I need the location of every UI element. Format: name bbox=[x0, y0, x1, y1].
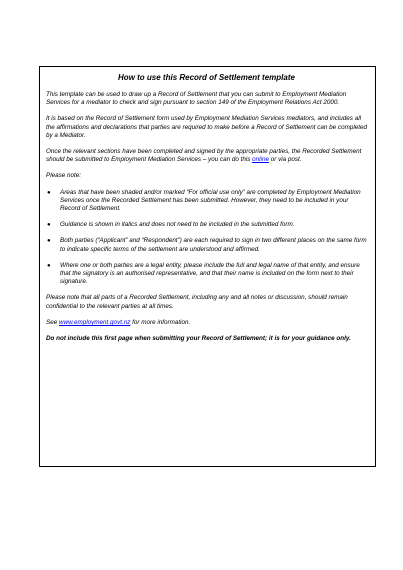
submission-suffix: or via post. bbox=[268, 156, 302, 164]
page-title: How to use this Record of Settlement template bbox=[118, 73, 295, 82]
see-suffix: for more information. bbox=[130, 318, 191, 326]
bullet-icon: ● bbox=[47, 189, 51, 196]
final-note: Do not include this first page when submitting your Record of Settlement; it is for your guidance only. bbox=[46, 335, 351, 343]
guidance-box bbox=[39, 66, 376, 467]
list-item-text: Where one or both parties are a legal entity, please include the full and legal name of that entity, and ensure that the signatory is an authorised representative, and that their name is included on the form next to their signature. bbox=[60, 261, 360, 286]
notes-list bbox=[46, 189, 367, 287]
based-on-paragraph: It is based on the Record of Settlement form used by Employment Mediation Services mediators, and includes all the affirmations and declarations that parties are required to make before a Record of Settlement can be completed by a Mediator. bbox=[46, 115, 367, 139]
bullet-icon: ● bbox=[47, 238, 51, 245]
list-item-text: Areas that have been shaded and/or marked “For official use only” are completed by Employment Mediation Services once the Recorded Settlement has been submitted. However, they need to be included in your Record of Settlement. bbox=[60, 188, 361, 213]
list-item-text: Guidance is shown in italics and does not need to be included in the submitted form. bbox=[60, 221, 295, 229]
bullet-icon: ● bbox=[47, 222, 51, 229]
list-item bbox=[46, 237, 367, 253]
bullet-icon: ● bbox=[47, 262, 51, 269]
list-item bbox=[46, 221, 367, 229]
confidential-paragraph: Please note that all parts of a Recorded Settlement, including any and all notes or discussion, should remain confidential to the relevant parties at all times. bbox=[46, 294, 348, 310]
submission-paragraph bbox=[46, 148, 367, 164]
online-link[interactable]: online bbox=[252, 156, 269, 164]
list-item-text: Both parties (“Applicant” and “Respondent”) are each required to sign in two different places on the same form to indicate specific terms of the settlement are understood and affirmed. bbox=[60, 237, 367, 253]
intro-paragraph: This template can be used to draw up a Record of Settlement that you can submit to Employment Mediation Services for a mediator to check and sign pursuant to section 149 of the Employment Relations Act 2000. bbox=[46, 91, 347, 107]
submission-text: Once the relevant sections have been completed and signed by the appropriate parties, the Recorded Settlement should be submitted to Employment Mediation Services – you can do this bbox=[46, 148, 362, 164]
list-item bbox=[46, 189, 367, 214]
list-item bbox=[46, 262, 367, 287]
see-more-paragraph bbox=[46, 319, 367, 327]
see-prefix: See bbox=[46, 318, 59, 326]
employment-website-link[interactable]: www.employment.govt.nz bbox=[58, 318, 131, 326]
please-note-label: Please note: bbox=[46, 172, 82, 180]
